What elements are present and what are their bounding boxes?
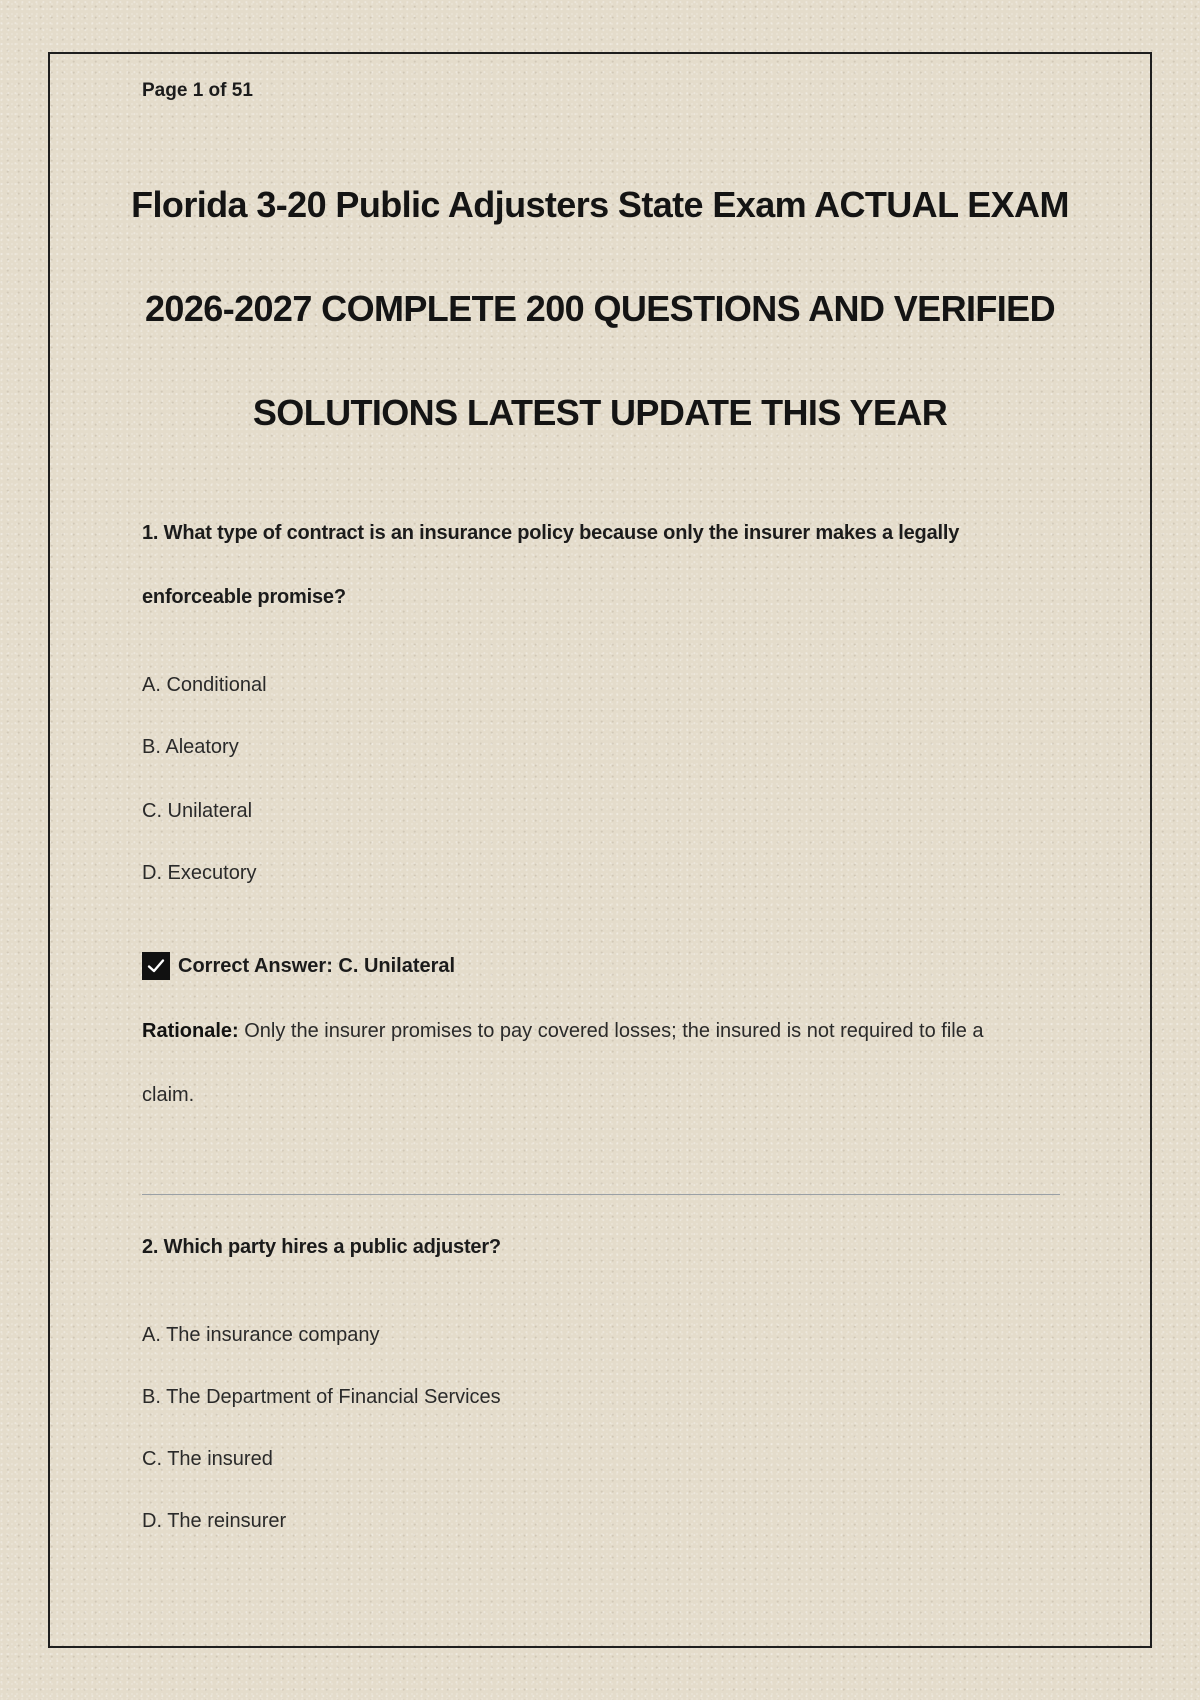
page-indicator: Page 1 of 51 [142, 80, 253, 101]
question-2-option-c: C. The insured [142, 1448, 273, 1470]
checkbox-checked-icon [142, 952, 170, 980]
question-1-option-c: C. Unilateral [142, 800, 253, 822]
question-1-option-a: A. Conditional [142, 674, 267, 696]
question-2-option-a: A. The insurance company [142, 1324, 380, 1346]
question-2-text: 2. Which party hires a public adjuster? [142, 1236, 501, 1258]
question-2-option-d: D. The reinsurer [142, 1510, 287, 1532]
rationale-text: Only the insurer promises to pay covered losses; the insured is not required to file a [238, 1020, 984, 1042]
question-1-text-line-2: enforceable promise? [142, 586, 346, 608]
question-1-text-line-1: 1. What type of contract is an insurance policy because only the insurer makes a legally [142, 522, 960, 544]
correct-answer-text: Correct Answer: C. Unilateral [178, 954, 456, 977]
question-divider [142, 1194, 1060, 1195]
rationale-label: Rationale: [142, 1020, 239, 1042]
question-1-option-d: D. Executory [142, 862, 257, 884]
question-1-option-b: B. Aleatory [142, 736, 239, 758]
question-1-correct-answer [142, 952, 455, 980]
document-title-line-1: Florida 3-20 Public Adjusters State Exam ACTUAL EXAM [131, 184, 1069, 225]
question-2-option-b: B. The Department of Financial Services [142, 1386, 501, 1408]
document-title-line-3: SOLUTIONS LATEST UPDATE THIS YEAR [252, 392, 948, 433]
question-1-rationale-line-1 [142, 1020, 984, 1043]
question-1-rationale-line-2: claim. [142, 1084, 195, 1106]
document-title-line-2: 2026-2027 COMPLETE 200 QUESTIONS AND VERIFIED [145, 288, 1055, 329]
